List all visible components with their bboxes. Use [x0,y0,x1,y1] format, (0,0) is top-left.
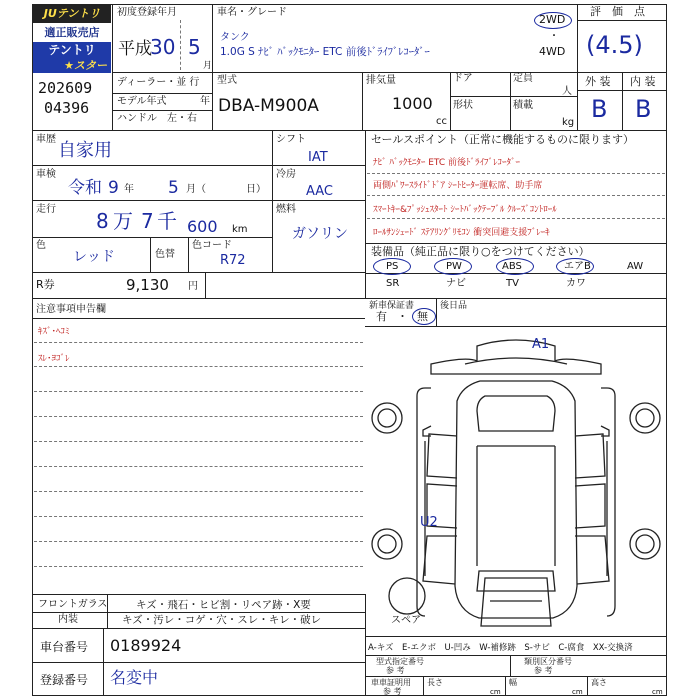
history-value: 自家用 [58,140,112,161]
displacement-value: 1000 [392,94,433,113]
wheel-front-left [372,403,402,433]
wheel-rear-left [372,529,402,559]
car-name-label: 車名・グレード [217,7,287,18]
mileage-man: 8 [96,209,109,233]
length-unit: cm [490,688,501,696]
model-year-label: モデル年式 [117,96,167,107]
equip-ps-circle [373,258,411,275]
mileage-man-unit: 万 [113,209,133,233]
shaken-era: 令和 [68,178,102,198]
back-date-label: 後日品 [440,301,468,311]
repaint-label: 色替 [155,249,175,260]
car-name: タンク [220,32,250,43]
first-reg-label: 初度登録年月 [117,7,177,18]
notes-title: 注意事項申告欄 [36,304,106,315]
drive-dot: ・ [549,31,559,42]
spare-tire [389,578,425,614]
mileage-label: 走行 [36,204,56,215]
first-reg-month: 5 [188,35,201,59]
shaken-month-unit: 月（ [186,184,206,195]
sales-points-title: セールスポイント（正常に機能するものに限ります） [371,133,635,146]
chassis-value: 0189924 [110,636,182,655]
glass-value: キズ・飛石・ヒビ割・リペア跡・X要 [136,599,311,611]
equip-airbag-circle [556,258,594,275]
recycle-value: 9,130 [126,276,169,294]
spare-label: スペア [391,615,421,626]
equip-abs-circle [496,258,534,275]
fuel-value: ガソリン [292,226,348,242]
car-top-view [431,340,601,374]
equip-airbag: エアB [564,261,591,272]
recycle-unit: 円 [188,281,198,292]
car-grade: 1.0G S ﾅﾋﾞ ﾊﾞｯｸﾓﾆﾀｰ ETC 前後ﾄﾞﾗｲﾌﾞﾚｺｰﾀﾞｰ [220,46,430,58]
warranty-dot: ・ [397,310,408,323]
first-reg-era: 平成 [118,39,152,59]
reg-cert-label: 車車証明用 [371,678,411,687]
wheel-rear-right [630,529,660,559]
door-label: ドア [453,73,473,84]
equip-sr: SR [386,278,400,289]
equip-pw: PW [446,261,462,272]
interior-label: 内装 [58,614,78,625]
car-diagram [365,326,667,636]
type-designation-ref: 参 考 [386,666,405,675]
ext-grade: B [591,95,608,123]
registration-label: 登録番号 [40,673,89,687]
height-label: 高さ [591,678,607,687]
note-1: ｷｽﾞ･ﾍｺﾐ [38,327,70,337]
capacity-unit: 人 [562,86,572,97]
displacement-unit: cc [436,116,447,127]
equip-pw-circle [434,258,472,275]
capacity-label: 定員 [513,73,533,84]
shaken-label: 車検 [36,169,56,180]
logo [33,5,111,73]
eval-score: (4.5) [586,31,643,59]
sales-point-1: ﾅﾋﾞ ﾊﾞｯｸﾓﾆﾀｰ ETC 前後ﾄﾞﾗｲﾌﾞﾚｺｰﾀﾞｰ [373,158,521,168]
equip-aw: AW [627,261,644,272]
stock-number-1: 202609 [38,79,93,97]
width-label: 幅 [509,678,517,687]
handle-label: ハンドル 左・右 [117,113,197,124]
equip-navi: ナビ [446,278,466,289]
int-grade: B [635,95,652,123]
equip-abs: ABS [502,261,522,272]
warranty-label: 新車保証書 [369,301,415,311]
model-year-unit: 年 [200,96,210,107]
equipment-title: 装備品（純正品に限り○をつけてください） [371,245,590,258]
aircon-label: 冷房 [276,169,296,180]
dealer-label: ディーラー・並 行 [117,77,200,88]
logo-brand: テントリ [33,42,111,58]
history-label: 車歴 [36,134,56,145]
first-reg-year: 30 [150,35,176,59]
height-unit: cm [652,688,663,696]
color-label: 色 [36,240,46,251]
reg-cert-ref: 参 考 [383,687,402,696]
width-unit: cm [572,688,583,696]
model-code: DBA-M900A [218,96,319,116]
int-label: 内 装 [630,75,656,88]
chassis-label: 車台番号 [40,640,89,654]
shape-label: 形状 [453,100,473,111]
class-code-ref: 参 考 [534,666,553,675]
drive-4wd: 4WD [539,45,566,58]
interior-value: キズ・汚レ・コゲ・穴・スレ・キレ・破レ [122,614,322,626]
type-label: 型式 [217,75,237,86]
shift-value: IAT [308,150,328,165]
sales-point-3: ｽﾏｰﾄｷｰ&ﾌﾟｯｼｭｽﾀｰﾄ ｼｰﾄﾊﾞｯｸﾃｰﾌﾞﾙ ｸﾙｰｽﾞｺﾝﾄﾛｰﾙ [373,205,557,215]
loading-unit: kg [562,117,575,128]
mileage-sen-unit: 千 [157,209,177,233]
shaken-year-unit: 年 [124,184,134,195]
damage-legend: A-キズ E-エクボ U-凹み W-補修跡 S-サビ C-腐食 XX-交換済 [368,643,633,653]
sales-point-4: ﾛｰﾙｻﾝｼｪｰﾄﾞ ｽﾃｱﾘﾝｸﾞﾘﾓｺﾝ 衝突回避支援ﾌﾞﾚｰｷ [373,228,550,238]
color-code: R72 [220,253,246,268]
logo-badge: 適正販売店 [33,25,111,41]
mileage-unit: km [232,224,248,235]
shift-label: シフト [276,134,306,145]
warranty-no: 無 [417,310,428,323]
mileage-rest: 600 [187,217,218,236]
equip-tv: TV [506,278,519,289]
length-label: 長さ [427,678,443,687]
shaken-day-unit: 日） [246,184,266,195]
warranty-no-circle [412,308,436,325]
car-body [455,381,577,618]
logo-star: ★スター [33,58,111,73]
type-designation-label: 型式指定番号 [376,657,424,666]
logo-top: JUテントリ [33,5,111,23]
aircon-value: AAC [306,184,333,199]
ext-label: 外 装 [585,75,611,88]
color-code-label: 色コード [192,240,232,251]
equip-ps: PS [386,261,399,272]
loading-label: 積載 [513,100,533,111]
fuel-label: 燃料 [276,204,296,215]
class-code-label: 類別区分番号 [524,657,572,666]
note-2: ｽﾚ･ﾖｺﾞﾚ [38,354,70,364]
displacement-label: 排気量 [366,75,396,86]
registration-value: 名変中 [110,668,159,687]
stock-number-2: 04396 [44,99,90,117]
mark-u2: U2 [420,515,438,530]
car-bottom-view [481,578,551,626]
wheel-front-right [630,403,660,433]
color-value: レッド [73,249,115,265]
eval-label: 評 価 点 [590,5,645,18]
sales-point-2: 両側ﾊﾟﾜｰｽﾗｲﾄﾞﾄﾞｱ ｼｰﾄﾋｰﾀｰ運転席、助手席 [373,181,543,191]
first-reg-month-unit: 月 [203,61,213,71]
drive-2wd: 2WD [539,13,566,26]
glass-label: フロントガラス [38,599,108,610]
warranty-yes: 有 [376,310,387,323]
mileage-sen: 7 [141,209,154,233]
equip-leather: カワ [566,278,586,289]
recycle-label: R券 [36,278,55,291]
mark-a1: A1 [532,337,550,352]
shaken-month: 5 [168,178,179,198]
shaken-year: 9 [108,178,119,198]
